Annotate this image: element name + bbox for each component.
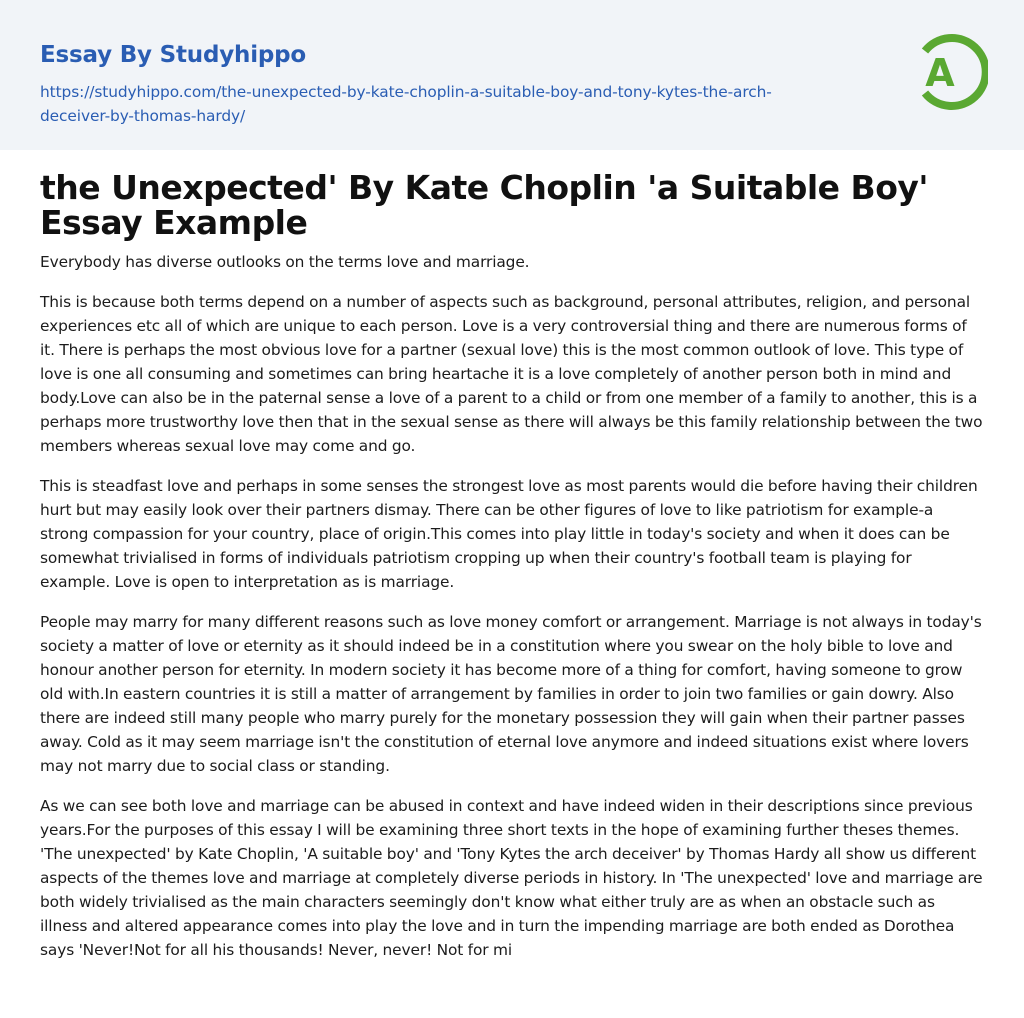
paragraph: This is steadfast love and perhaps in some senses the strongest love as most parents would die before having their children hurt but may easily look over their partners dismay. There can be other figures of love to like patriotism for example-a strong compassion for your country, place of origin.This comes into play little in today's society and when it does can be somewhat trivialised in forms of individuals patriotism cropping up when their country's football team is playing for example. Love is open to interpretation as is marriage. xyxy=(40,477,978,591)
article-body xyxy=(0,150,1024,962)
paragraph: As we can see both love and marriage can be abused in context and have indeed widen in their descriptions since previous years.For the purposes of this essay I will be examining three short texts in the hope of examining further theses themes. 'The unexpected' by Kate Choplin, 'A suitable boy' and 'Tony Kytes the arch deceiver' by Thomas Hardy all show us different aspects of the themes love and marriage at completely diverse periods in history. In 'The unexpected' love and marriage are both widely trivialised as the main characters seemingly don't know what either truly are as when an obstacle such as illness and altered appearance comes into play the love and in turn the impending marriage are both ended as Dorothea says 'Never!Not for all his thousands! Never, never! Not for mi xyxy=(40,797,983,959)
paragraph: This is because both terms depend on a number of aspects such as background, personal attributes, religion, and personal experiences etc all of which are unique to each person. Love is a very controversial thing and there are numerous forms of it. There is perhaps the most obvious love for a partner (sexual love) this is the most common outlook of love. This type of love is one all consuming and sometimes can bring heartache it is a love completely of another person both in mind and body.Love can also be in the paternal sense a love of a parent to a child or from one member of a family to another, this is a perhaps more trustworthy love then that in the sexual sense as there will always be this family relationship between the two members whereas sexual love may come and go. xyxy=(40,293,983,455)
site-title[interactable]: Essay By Studyhippo xyxy=(40,42,307,68)
letter-a-ring-logo-icon[interactable] xyxy=(912,28,988,116)
paragraph: Everybody has diverse outlooks on the terms love and marriage. xyxy=(40,253,530,271)
paragraph: People may marry for many different reasons such as love money comfort or arrangement. Marriage is not always in today's society a matter of love or eternity as it should indeed be in a constitution where you swear on the holy bible to love and honour another person for eternity. In modern society it has become more of a thing for comfort, having someone to grow old with.In eastern countries it is still a matter of arrangement by families in order to join two families or gain dowry. Also there are indeed still many people who marry purely for the monetary possession they will gain when their partner passes away. Cold as it may seem marriage isn't the constitution of eternal love anymore and indeed situations exist where lovers may not marry due to social class or standing. xyxy=(40,613,982,775)
site-header xyxy=(0,0,1024,150)
source-url-link[interactable]: https://studyhippo.com/the-unexpected-by-kate-choplin-a-suitable-boy-and-tony-kytes-the-arch-deceiver-by-thomas-hardy/ xyxy=(40,83,772,125)
logo-letter: A xyxy=(925,51,955,95)
essay-title: the Unexpected' By Kate Choplin 'a Suitable Boy' Essay Example xyxy=(40,168,928,242)
